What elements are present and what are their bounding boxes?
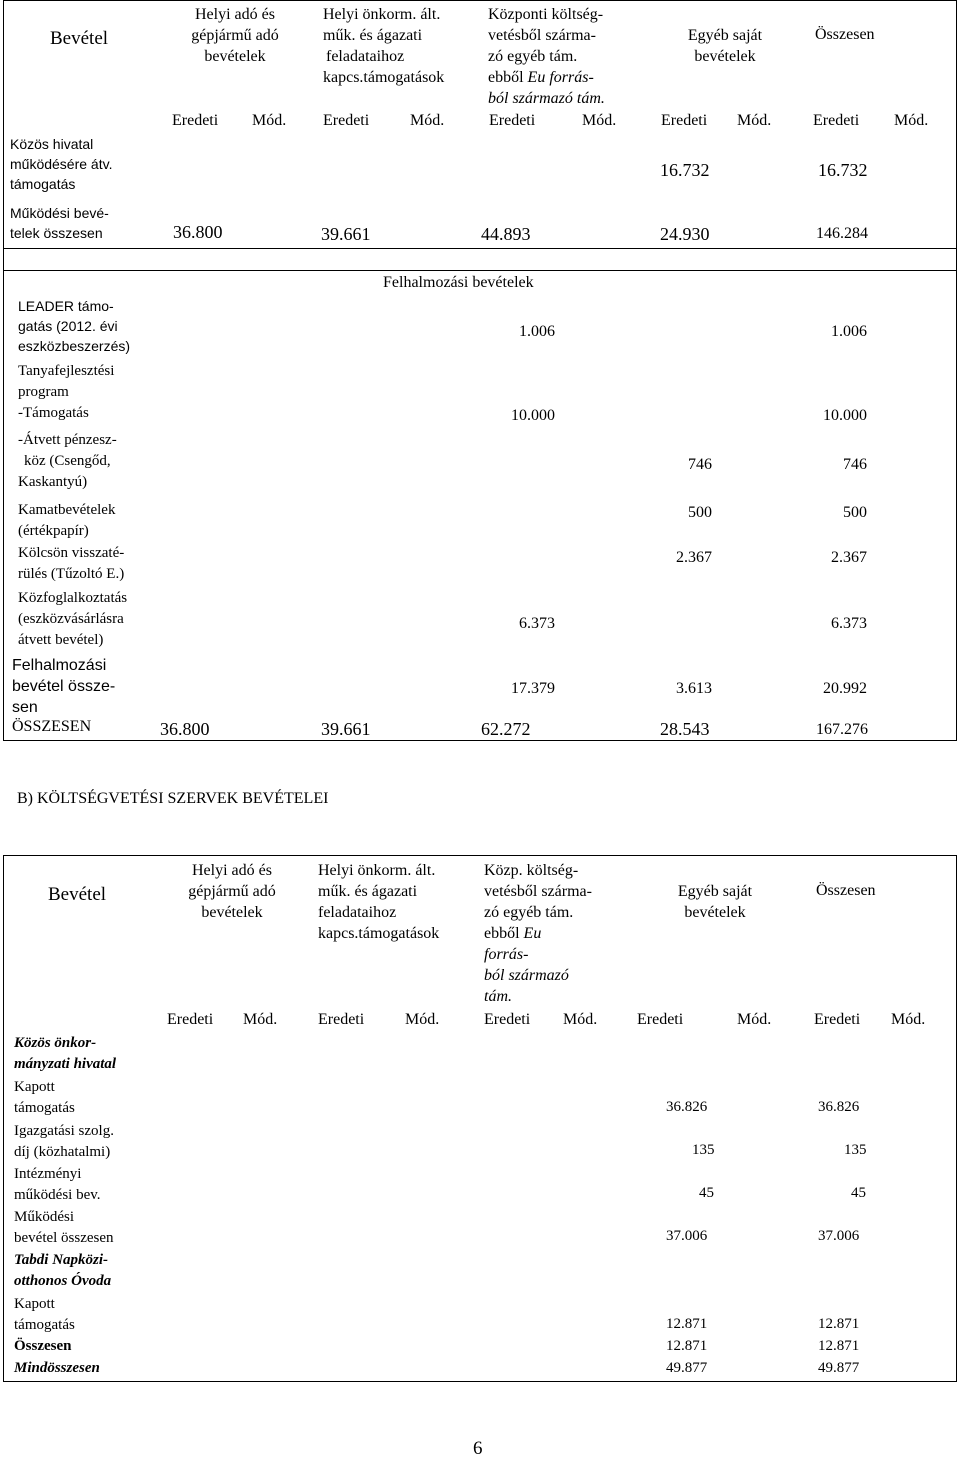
b-header-sub-5: Eredeti — [484, 1011, 531, 1028]
header-sub-5: Eredeti — [489, 112, 536, 129]
cell-osszesen-helyi-onkorm: 39.661 — [321, 719, 371, 739]
row-label-felhalmozasi-osszesen: Felhalmozási bevétel össze- sen — [12, 657, 116, 716]
b-row-label-kozos-onkormanyzati: Közös önkor- mányzati hivatal — [14, 1035, 117, 1072]
header-helyi-ado: Helyi adó és gépjármű adó bevételek — [191, 6, 279, 65]
top-table-border-top — [3, 0, 957, 1]
cell-leader-kozponti: 1.006 — [519, 323, 555, 340]
header-kozponti: Központi költség- vetésből szárma- zó egyéb tám. ebből Eu forrás- ból származó tám. — [488, 6, 605, 107]
b-header-sub-8: Mód. — [737, 1011, 772, 1028]
cell-kozfog-kozponti: 6.373 — [519, 615, 555, 632]
page-number: 6 — [473, 1438, 483, 1459]
row-label-mukodesi-bevetelek: Működési bevé- telek összesen — [10, 205, 109, 241]
b-header-sub-7: Eredeti — [637, 1011, 684, 1028]
b-header-helyi-ado: Helyi adó és gépjármű adó bevételek — [188, 862, 276, 921]
row-label-kozfoglalkoztatas: Közfoglalkoztatás (eszközvásárlásra átvett bevétel) — [18, 590, 128, 648]
b-row-label-igazgatasi-szolg: Igazgatási szolg. díj (közhatalmi) — [14, 1123, 114, 1160]
b-header-egyeb-sajat: Egyéb saját bevételek — [677, 883, 753, 921]
b-cell-kapott1-kozp: 36.826 — [666, 1099, 708, 1115]
cell-felh-osszesen: 20.992 — [823, 680, 867, 697]
header-helyi-onkorm: Helyi önkorm. ált. műk. és ágazati feladataihoz kapcs.támogatások — [323, 6, 445, 86]
cell-kozfog-osszesen: 6.373 — [831, 615, 867, 632]
header-sub-2: Mód. — [252, 112, 287, 129]
b-header-sub-3: Eredeti — [318, 1011, 365, 1028]
cell-tamogatas-osszesen: 10.000 — [823, 407, 867, 424]
cell-atvett-egyeb: 746 — [688, 456, 712, 473]
cell-mukodesi-egyeb: 24.930 — [660, 224, 710, 244]
b-row-label-mindosszesen: Mindösszesen — [14, 1360, 100, 1376]
bottom-table-border-top — [3, 855, 957, 856]
header-sub-9: Eredeti — [813, 112, 860, 129]
b-cell-igazg-kozp: 135 — [692, 1142, 715, 1158]
bottom-table-border-right — [956, 855, 957, 1382]
cell-kamat-egyeb: 500 — [688, 504, 712, 521]
b-cell-intez-osszesen: 45 — [851, 1185, 866, 1201]
top-table-border-bottom — [3, 740, 957, 741]
row-label-kamatbevetelek: Kamatbevételek (értékpapír) — [18, 502, 116, 539]
b-cell-kapott2-kozp: 12.871 — [666, 1316, 708, 1332]
b-cell-mukod-osszesen: 37.006 — [818, 1228, 860, 1244]
b-cell-mindossz-osszesen: 49.877 — [818, 1360, 860, 1376]
b-cell-kapott2-osszesen: 12.871 — [818, 1316, 860, 1332]
b-header-sub-9: Eredeti — [814, 1011, 861, 1028]
header-sub-10: Mód. — [894, 112, 929, 129]
b-header-sub-10: Mód. — [891, 1011, 926, 1028]
top-table-divider-section — [3, 248, 957, 249]
row-label-tamogatas: -Támogatás — [18, 405, 89, 421]
b-header-bevetel: Bevétel — [48, 884, 107, 905]
b-header-sub-1: Eredeti — [167, 1011, 214, 1028]
cell-felh-egyeb: 3.613 — [676, 680, 712, 697]
cell-leader-osszesen: 1.006 — [831, 323, 867, 340]
b-header-sub-4: Mód. — [405, 1011, 440, 1028]
header-sub-3: Eredeti — [323, 112, 370, 129]
b-row-label-mukodesi-osszesen: Működési bevétel összesen — [14, 1209, 114, 1246]
bottom-table-border-bottom — [3, 1381, 957, 1382]
row-label-kolcson-visszaterules: Kölcsön visszaté- rülés (Tűzoltó E.) — [18, 545, 125, 582]
b-header-osszesen: Összesen — [816, 882, 876, 899]
cell-kamat-osszesen: 500 — [843, 504, 867, 521]
b-row-label-kapott-tamogatas-1: Kapott támogatás — [14, 1079, 75, 1116]
b-row-label-intezmenyi: Intézményi működési bev. — [14, 1166, 101, 1203]
top-table-divider-section — [3, 270, 957, 271]
top-table-border-right — [956, 0, 957, 741]
b-row-label-kapott-tamogatas-2: Kapott támogatás — [14, 1296, 75, 1333]
cell-kozos-egyeb-eredeti: 16.732 — [660, 160, 710, 180]
cell-mukodesi-kozponti: 44.893 — [481, 224, 531, 244]
row-label-tanyafejlesztes: Tanyafejlesztési program — [18, 363, 115, 400]
cell-kozos-osszesen-eredeti: 16.732 — [818, 160, 868, 180]
b-header-sub-6: Mód. — [563, 1011, 598, 1028]
b-header-sub-2: Mód. — [243, 1011, 278, 1028]
header-egyeb-sajat: Egyéb saját bevételek — [687, 27, 763, 65]
b-cell-osszesen-kozp: 12.871 — [666, 1338, 708, 1354]
row-label-leader: LEADER támo- gatás (2012. évi eszközbeszerzés) — [18, 298, 131, 354]
cell-kolcson-egyeb: 2.367 — [676, 549, 712, 566]
header-bevetel: Bevétel — [50, 28, 109, 49]
cell-osszesen-kozponti: 62.272 — [481, 719, 531, 739]
b-cell-osszesen-osszesen: 12.871 — [818, 1338, 860, 1354]
top-table-border-left — [3, 0, 4, 741]
b-header-helyi-onkorm: Helyi önkorm. ált. műk. és ágazati feladataihoz kapcs.támogatások — [318, 862, 440, 942]
section-b-title: B) KÖLTSÉGVETÉSI SZERVEK BEVÉTELEI — [17, 790, 329, 807]
section-felhalmozasi-title: Felhalmozási bevételek — [383, 274, 534, 291]
row-label-atvett-penzeszkoz: -Átvett pénzesz- köz (Csengőd, Kaskantyú) — [18, 432, 117, 490]
b-row-label-tabdi-ovoda: Tabdi Napközi- otthonos Óvoda — [14, 1252, 112, 1289]
b-header-kozp-koltseg: Közp. költség- vetésből szárma- zó egyéb tám. ebből Eu forrás- ból származó tám. — [484, 862, 592, 1005]
row-label-osszesen: ÖSSZESEN — [12, 718, 92, 735]
b-cell-kapott1-osszesen: 36.826 — [818, 1099, 860, 1115]
b-cell-mukod-kozp: 37.006 — [666, 1228, 708, 1244]
header-sub-4: Mód. — [410, 112, 445, 129]
b-cell-intez-kozp: 45 — [699, 1185, 714, 1201]
cell-mukodesi-helyi-ado: 36.800 — [173, 222, 223, 242]
b-cell-mindossz-kozp: 49.877 — [666, 1360, 708, 1376]
cell-osszesen-osszesen: 167.276 — [816, 721, 868, 738]
cell-mukodesi-helyi-onkorm: 39.661 — [321, 224, 371, 244]
cell-tamogatas-kozponti: 10.000 — [511, 407, 555, 424]
b-row-label-osszesen: Összesen — [14, 1338, 72, 1354]
cell-atvett-osszesen: 746 — [843, 456, 867, 473]
header-sub-7: Eredeti — [661, 112, 708, 129]
header-sub-1: Eredeti — [172, 112, 219, 129]
header-sub-6: Mód. — [582, 112, 617, 129]
row-label-kozos-hivatal: Közös hivatal működésére átv. támogatás — [10, 136, 113, 192]
header-sub-8: Mód. — [737, 112, 772, 129]
cell-kolcson-osszesen: 2.367 — [831, 549, 867, 566]
cell-osszesen-helyi-ado: 36.800 — [160, 719, 210, 739]
header-osszesen: Összesen — [815, 26, 875, 43]
cell-felh-kozponti: 17.379 — [511, 680, 555, 697]
b-cell-igazg-osszesen: 135 — [844, 1142, 867, 1158]
cell-mukodesi-osszesen: 146.284 — [816, 225, 868, 242]
cell-osszesen-egyeb: 28.543 — [660, 719, 710, 739]
bottom-table-border-left — [3, 855, 4, 1382]
